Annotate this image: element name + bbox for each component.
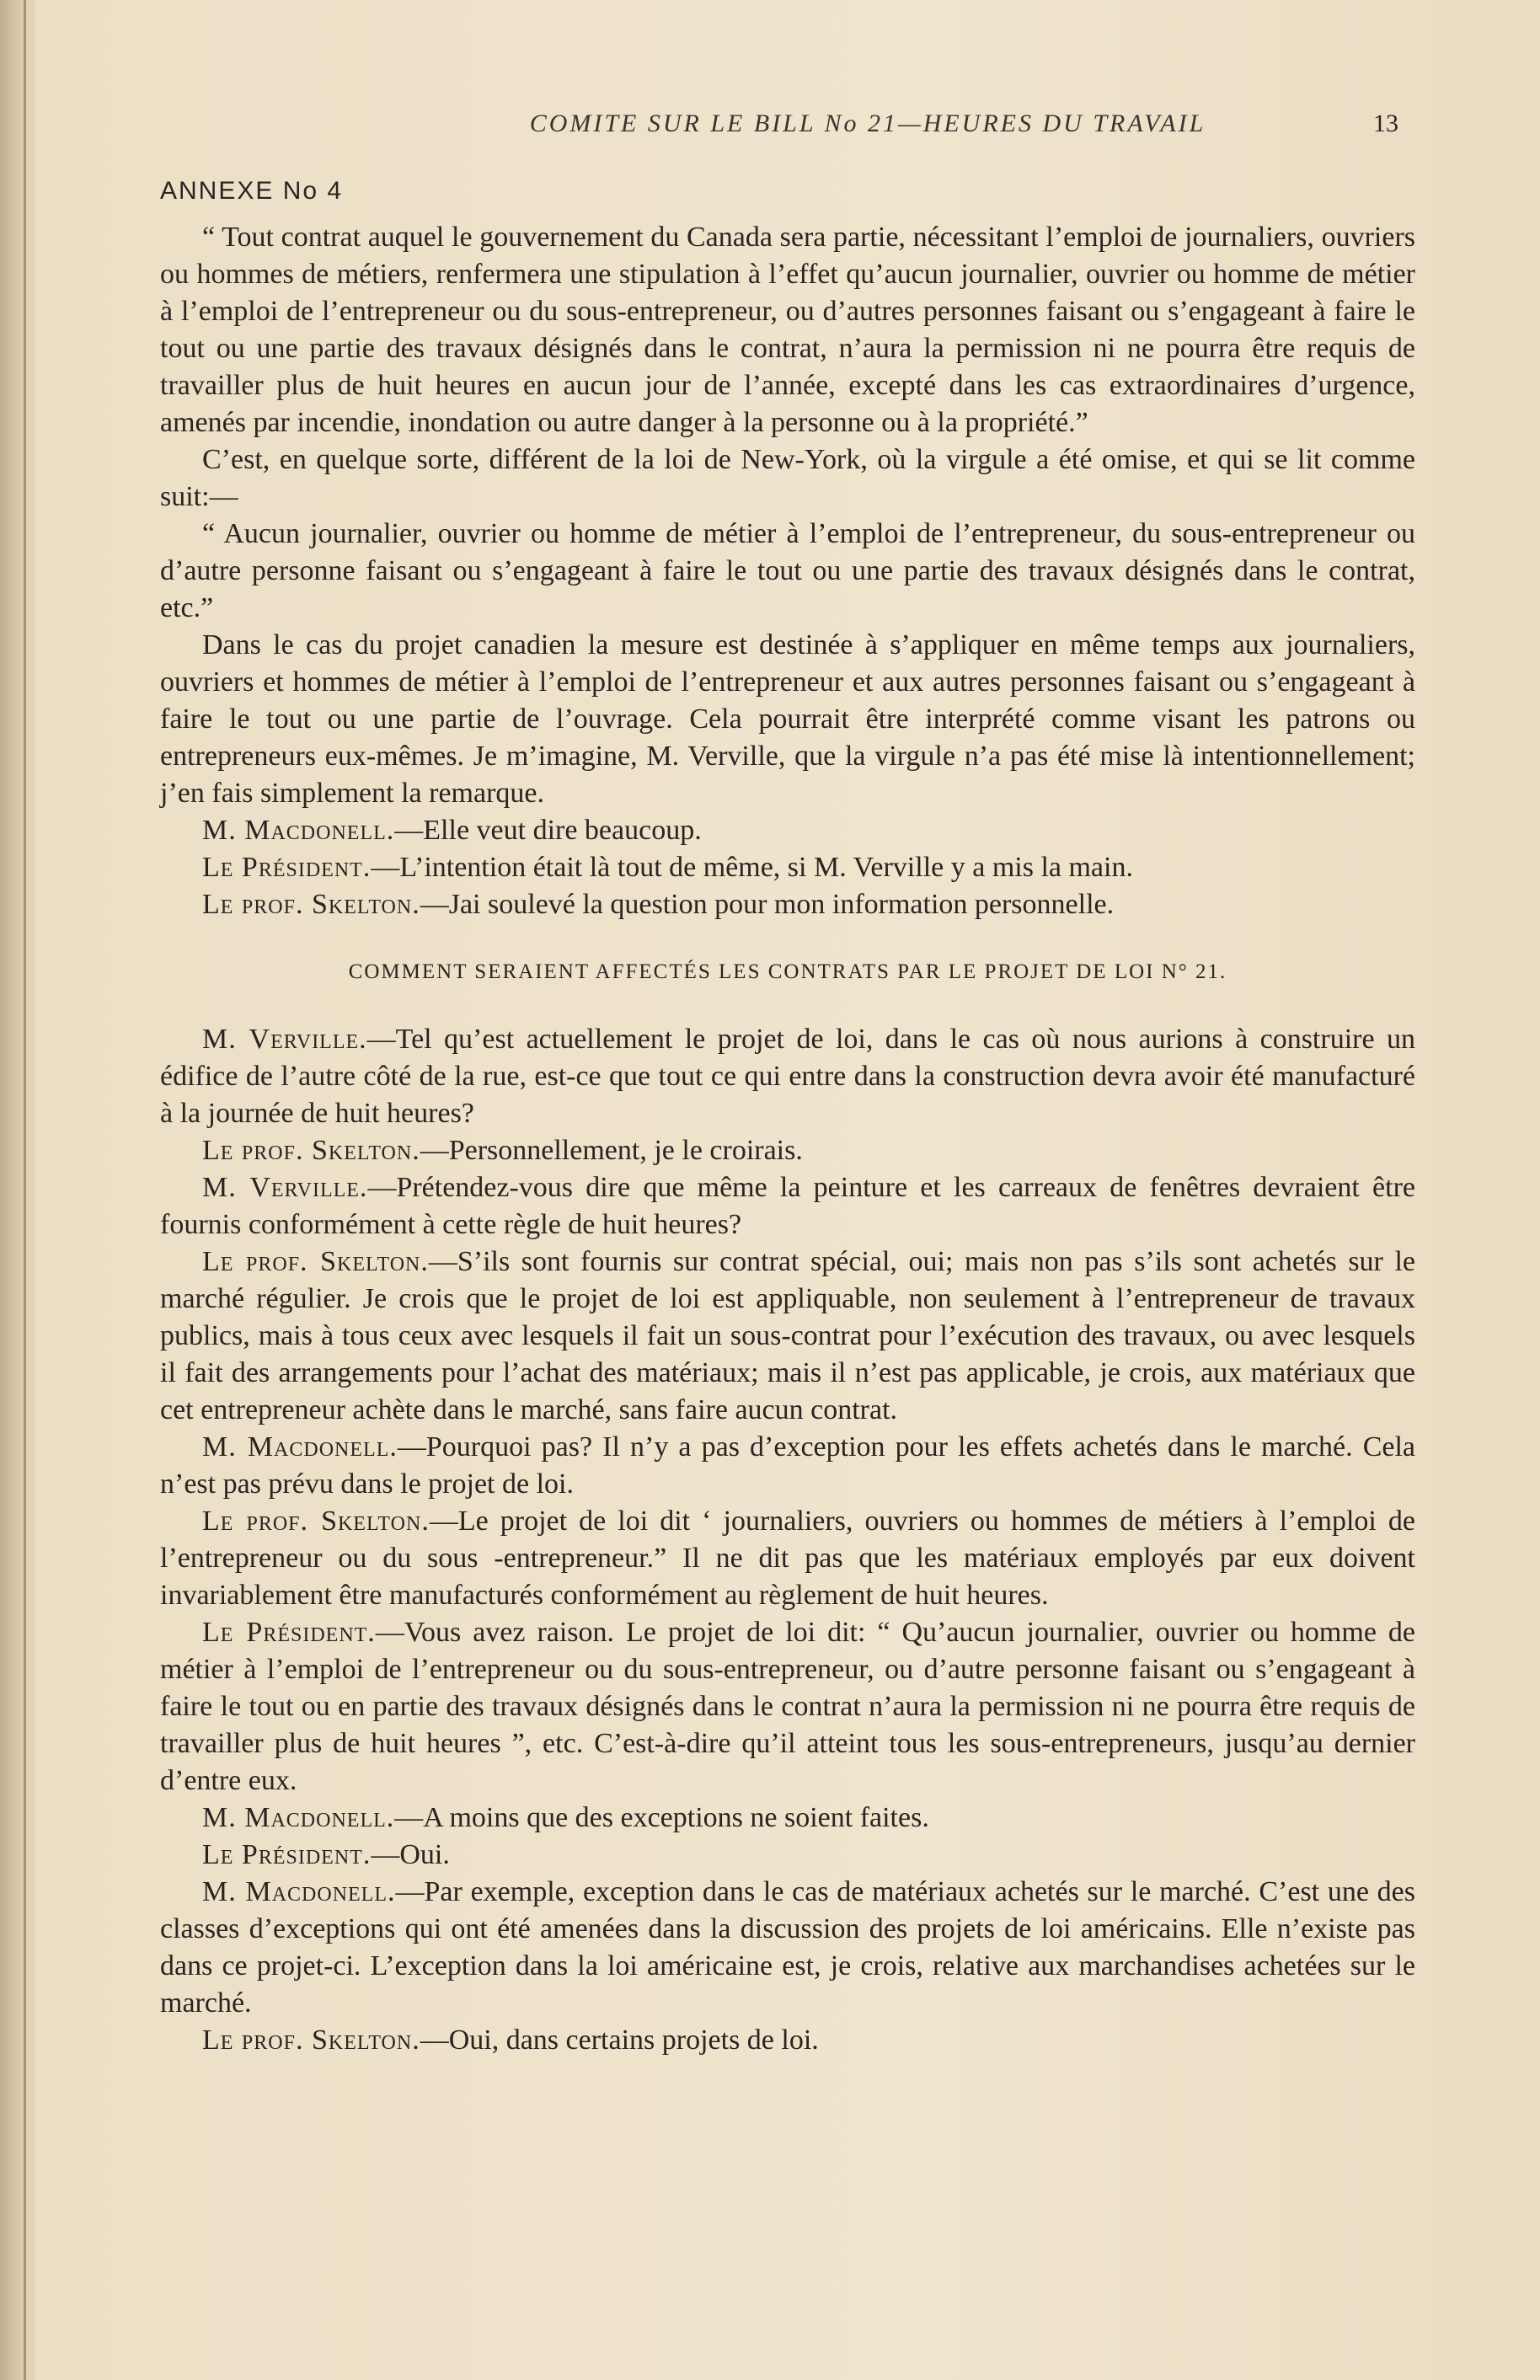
- speaker: M. Verville.: [202, 1172, 368, 1203]
- speaker: Le prof. Skelton.: [202, 2024, 420, 2056]
- speech: M. Verville.—Prétendez-vous dire que même la peinture et les carreaux de fenêtres devraient être fournis conformément à cette règle de huit heures?: [160, 1172, 1415, 1240]
- speaker: M. Macdonell.: [202, 1431, 398, 1463]
- speaker: Le prof. Skelton.: [202, 1135, 420, 1166]
- speech: M. Macdonell.—Par exemple, exception dans le cas de matériaux achetés sur le marché. C’est une des classes d’exceptions qui ont été amenées dans la discussion des projets de loi américains. Elle n’existe pas dans ce projet-ci. L’exception dans la loi américaine est, je crois, relative aux marchandises achetées sur le marché.: [160, 1876, 1415, 2019]
- running-title: COMITE SUR LE BILL No 21—HEURES DU TRAVAIL: [529, 110, 1206, 137]
- paragraph: “ Aucun journalier, ouvrier ou homme de métier à l’emploi de l’entrepreneur, du sous-entrepreneur ou d’autre personne faisant ou s’engageant à faire le tout ou une partie des travaux désignés dans le contrat, etc.”: [160, 518, 1415, 623]
- speech: M. Macdonell.—Elle veut dire beaucoup.: [202, 815, 702, 846]
- speaker: Le prof. Skelton.: [202, 1246, 429, 1277]
- speaker: Le Président.: [202, 852, 372, 883]
- speech: Le Président.—Vous avez raison. Le projet de loi dit: “ Qu’aucun journalier, ouvrier ou homme de métier à l’emploi de l’entrepreneur ou du sous-entrepreneur, ou d’autre personne faisant ou s’engageant à faire le tout ou en partie des travaux désignés dans le contrat n’aura la permission ni ne pourra être requis de travailler plus de huit heures ”, etc. C’est-à-dire qu’il atteint tous les sous-entrepreneurs, jusqu’au dernier d’entre eux.: [160, 1617, 1415, 1796]
- speaker: M. Macdonell.: [202, 815, 395, 846]
- paragraph: Dans le cas du projet canadien la mesure est destinée à s’appliquer en même temps aux journaliers, ouvriers et hommes de métier à l’emploi de l’entrepreneur et aux autres personnes faisant ou s’engageant à faire le tout ou une partie de l’ouvrage. Cela pourrait être interprété comme visant les patrons ou entrepreneurs eux-mêmes. Je m’imagine, M. Verville, que la virgule n’a pas été mise là intentionnellement; j’en fais simplement la remarque.: [160, 629, 1415, 809]
- speech: Le Président.—L’intention était là tout de même, si M. Verville y a mis la main.: [202, 852, 1133, 883]
- speaker: M. Verville.: [202, 1024, 367, 1055]
- section-heading: COMMENT SERAIENT AFFECTÉS LES CONTRATS PAR LE PROJET DE LOI N° 21.: [348, 960, 1227, 983]
- speaker: M. Macdonell.: [202, 1802, 395, 1833]
- speech: Le Président.—Oui.: [202, 1839, 450, 1870]
- speaker: Le Président.: [202, 1839, 372, 1870]
- speech: Le prof. Skelton.—Oui, dans certains projets de loi.: [202, 2024, 819, 2056]
- binding-line: [24, 0, 26, 2380]
- annex-label: ANNEXE No 4: [160, 177, 344, 205]
- speaker: Le Président.: [202, 1617, 376, 1648]
- speaker: M. Macdonell.: [202, 1876, 396, 1907]
- speech: Le prof. Skelton.—Jai soulevé la question pour mon information personnelle.: [202, 889, 1115, 920]
- paragraph: “ Tout contrat auquel le gouvernement du Canada sera partie, nécessitant l’emploi de journaliers, ouvriers ou hommes de métiers, renfermera une stipulation à l’effet qu’aucun journalier, ouvrier ou homme de métier à l’emploi de l’entrepreneur ou du sous-entrepreneur, ou d’autres personnes faisant ou s’engageant à faire le tout ou une partie des travaux désignés dans le contrat, n’aura la permission ni ne pourra être requis de travailler plus de huit heures en aucun jour de l’année, excepté dans les cas extraordinaires d’urgence, amenés par incendie, inondation ou autre danger à la personne ou à la propriété.”: [160, 222, 1415, 438]
- speech: Le prof. Skelton.—Personnellement, je le croirais.: [202, 1135, 803, 1166]
- speaker: Le prof. Skelton.: [202, 1506, 430, 1537]
- speech: M. Macdonell.—A moins que des exceptions ne soient faites.: [202, 1802, 929, 1833]
- speech: Le prof. Skelton.—S’ils sont fournis sur contrat spécial, oui; mais non pas s’ils sont achetés sur le marché régulier. Je crois que le projet de loi est appliquable, non seulement à l’entrepreneur de travaux publics, mais à tous ceux avec lesquels il fait un sous-contrat pour l’exécution des travaux, ou avec lesquels il fait des arrangements pour l’achat des matériaux; mais il n’est pas applicable, je crois, aux matériaux que cet entrepreneur achète dans le marché, sans faire aucun contrat.: [160, 1246, 1415, 1425]
- speaker: Le prof. Skelton.: [202, 889, 420, 920]
- speech: M. Verville.—Tel qu’est actuellement le projet de loi, dans le cas où nous aurions à construire un édifice de l’autre côté de la rue, est-ce que tout ce qui entre dans la construction devra avoir été manufacturé à la journée de huit heures?: [160, 1024, 1415, 1129]
- paragraph: C’est, en quelque sorte, différent de la loi de New-York, où la virgule a été omise, et qui se lit comme suit:—: [160, 444, 1415, 512]
- page-number: 13: [1373, 110, 1398, 137]
- binding-edge: [0, 0, 35, 2380]
- document-body: [160, 219, 1415, 2059]
- speech: Le prof. Skelton.—Le projet de loi dit ‘ journaliers, ouvriers ou hommes de métiers à l’emploi de l’entrepreneur ou du sous -entrepreneur.” Il ne dit pas que les matériaux employés par eux doivent invariablement être manufacturés conformément au règlement de huit heures.: [160, 1506, 1415, 1611]
- speech: M. Macdonell.—Pourquoi pas? Il n’y a pas d’exception pour les effets achetés dans le marché. Cela n’est pas prévu dans le projet de loi.: [160, 1431, 1415, 1500]
